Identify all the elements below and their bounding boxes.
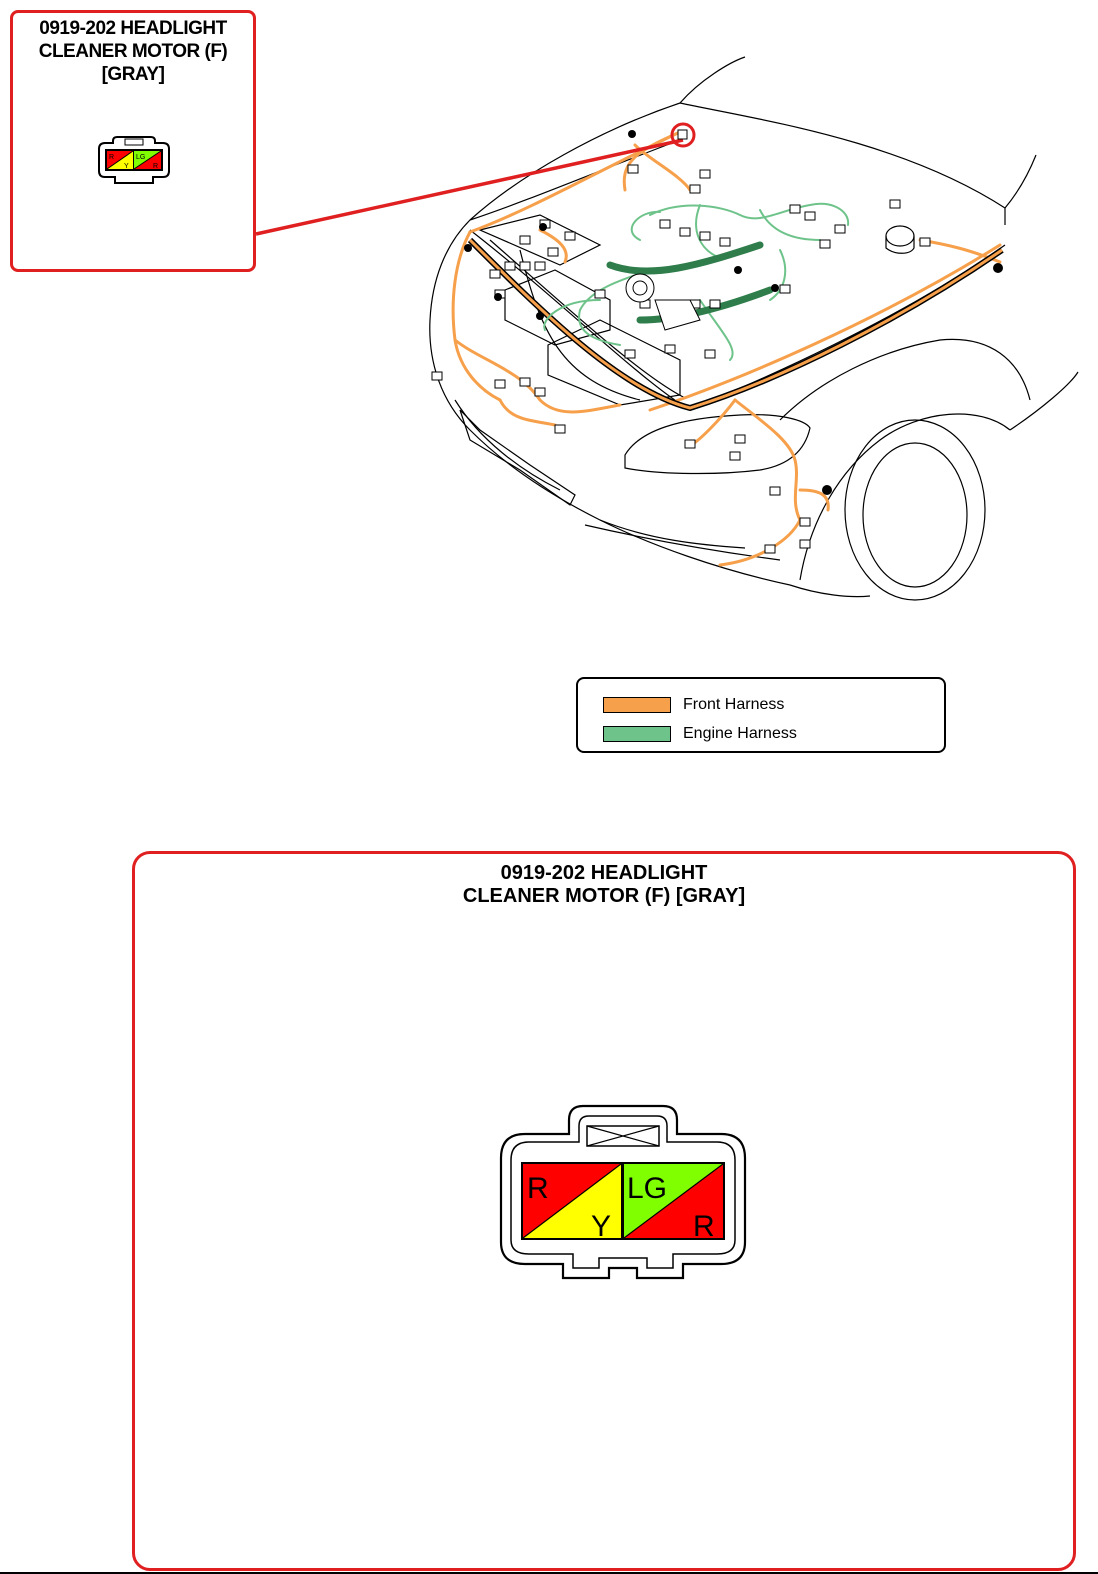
vehicle-outline [430, 57, 1078, 600]
callout-pin-2-bottom-label: R [153, 163, 159, 170]
detail-title [135, 862, 1073, 908]
terminal-2-top-label: LG [627, 1172, 668, 1205]
callout-title-line-2: CLEANER MOTOR (F) [38, 41, 228, 62]
engine-harness-routing [544, 204, 848, 360]
connector-face-view [495, 1102, 751, 1282]
terminal-2 [624, 1164, 723, 1243]
callout-title-line-1: 0919-202 HEADLIGHT [39, 18, 227, 39]
front-harness-swatch [603, 697, 671, 713]
callout-pin-2-top-label: LG [136, 154, 146, 161]
legend-item-front-harness [603, 695, 784, 715]
callout-pin-1-top-label: R [109, 154, 115, 161]
engine-harness-swatch [603, 726, 671, 742]
terminal-1 [523, 1164, 621, 1243]
terminal-2-bottom-label: R [693, 1210, 715, 1243]
detail-title-line-2: CLEANER MOTOR (F) [GRAY] [462, 885, 746, 907]
legend-item-engine-harness [603, 724, 797, 744]
front-harness-main-trunk [470, 240, 1002, 408]
detail-title-line-1: 0919-202 HEADLIGHT [500, 862, 708, 884]
callout-connector-icon [97, 133, 171, 187]
front-harness-routing [453, 132, 1000, 565]
connector-lock [587, 1126, 659, 1146]
callout-title-line-3: [GRAY] [101, 64, 165, 85]
terminal-1-bottom-label: Y [591, 1210, 612, 1243]
legend-label: Front Harness [683, 696, 785, 713]
connector-callout-box [10, 10, 256, 272]
connector-location-symbol [678, 130, 687, 139]
front-harness-main-trunk-fill [470, 240, 1002, 408]
legend-label: Engine Harness [683, 725, 797, 742]
harness-legend [576, 677, 946, 753]
connector-detail-box [132, 851, 1076, 1571]
callout-pin-1-bottom-label: Y [124, 163, 129, 170]
callout-title [13, 17, 253, 86]
terminal-1-top-label: R [527, 1172, 549, 1205]
